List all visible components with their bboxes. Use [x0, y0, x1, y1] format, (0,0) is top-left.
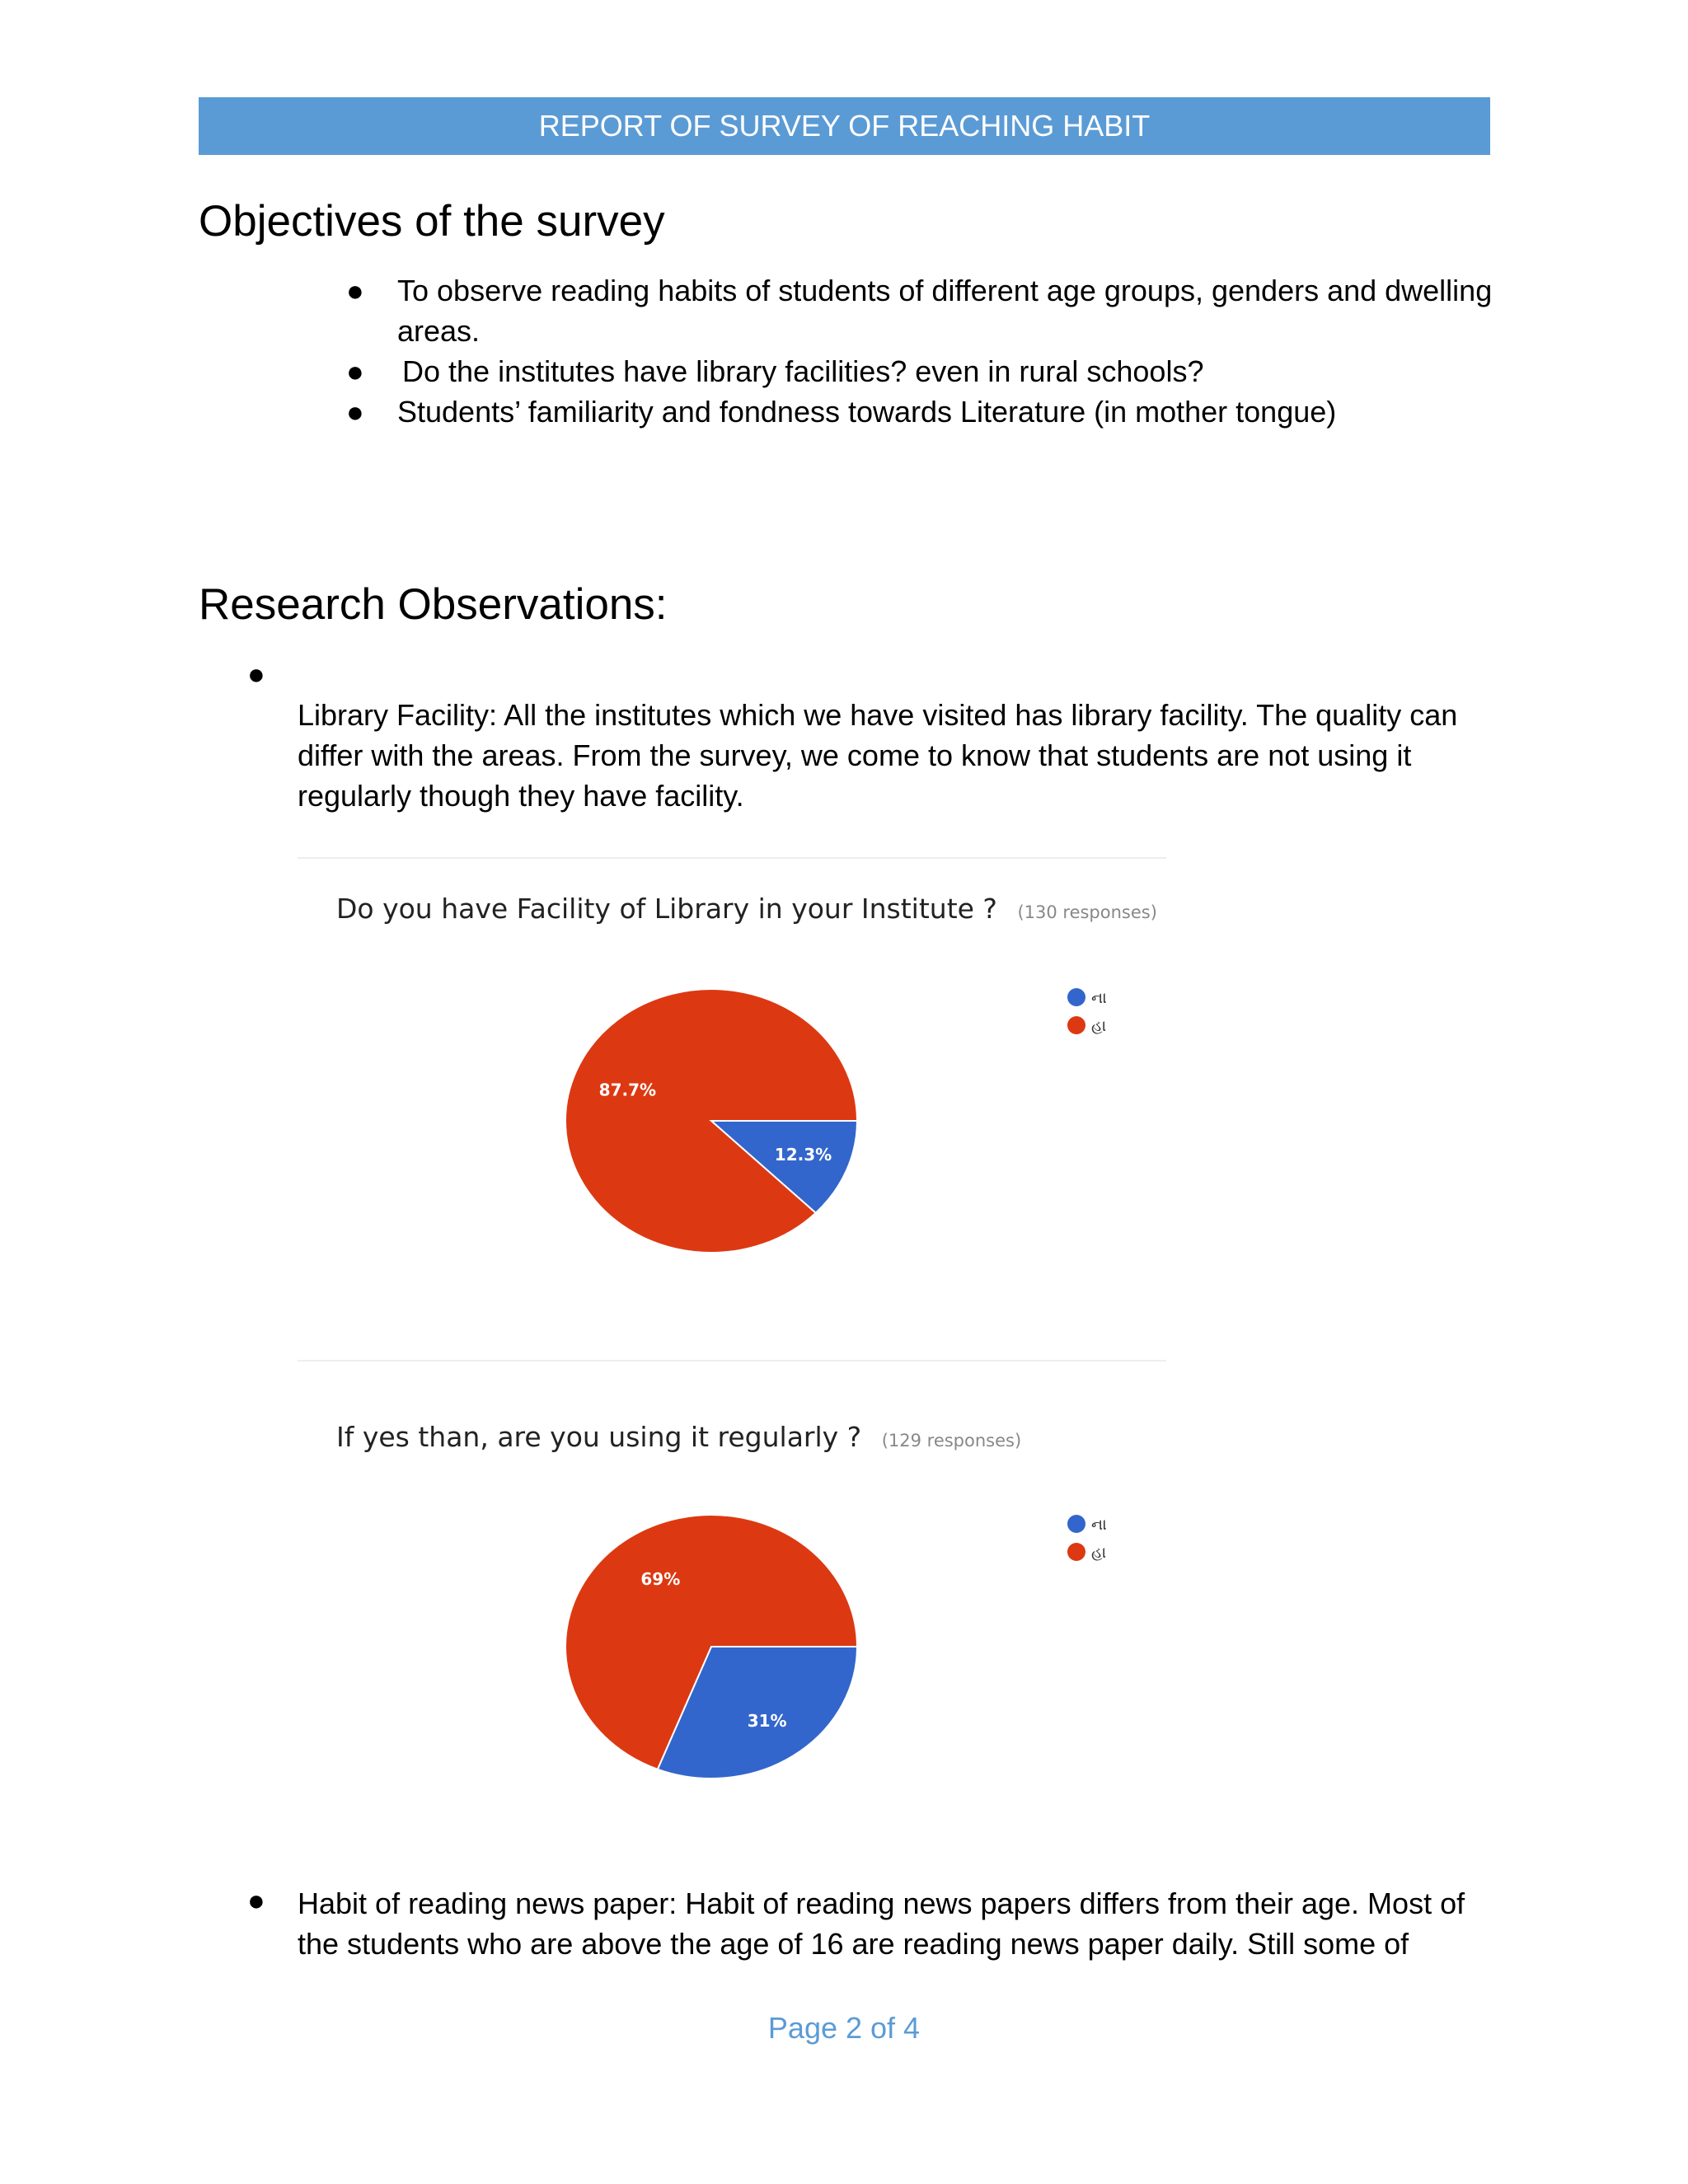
- pie-chart-svg: [298, 857, 1166, 1360]
- pie-slice-label: 87.7%: [598, 1080, 657, 1100]
- chart-title: If yes than, are you using it regularly ?: [336, 1421, 862, 1453]
- library-facility-text: Library Facility: All the institutes which we have visited has library facility. The quality can differ with the areas. From the survey, we come to know that students are not using it regularly though they have facility.: [298, 698, 1458, 813]
- objective-text: To observe reading habits of students of different age groups, genders and dwelling areas.: [397, 274, 1493, 348]
- legend-swatch: [1067, 1515, 1085, 1533]
- objective-item: [346, 270, 1500, 351]
- pie-slice-label: 12.3%: [774, 1145, 832, 1165]
- library-facility-chart: [298, 857, 1166, 1360]
- pie-chart-svg: [298, 1360, 1166, 1821]
- chart-title: Do you have Facility of Library in your Institute ?: [336, 893, 997, 925]
- bullet-icon: ●: [247, 1883, 265, 1917]
- library-usage-chart: [298, 1360, 1166, 1863]
- objectives-list: [346, 270, 1500, 432]
- pie-slice-label: 69%: [640, 1568, 681, 1589]
- legend-swatch: [1067, 1016, 1085, 1034]
- report-header-bar: [199, 97, 1490, 155]
- legend-label: ના: [1091, 1516, 1107, 1534]
- pie-slice-label: 31%: [747, 1710, 787, 1731]
- legend-label: ના: [1091, 989, 1107, 1007]
- legend-swatch: [1067, 988, 1085, 1006]
- objective-item: [346, 391, 1500, 432]
- legend-label: હા: [1091, 1017, 1107, 1035]
- chart-responses: (129 responses): [881, 1431, 1022, 1451]
- legend-label: હા: [1091, 1544, 1107, 1562]
- bullet-icon: ●: [346, 274, 364, 307]
- pie-slice-1: [565, 989, 857, 1253]
- bullet-icon: ●: [247, 657, 265, 691]
- page-number: Page 2 of 4: [767, 2011, 921, 2045]
- svg-text:Do you have Facility of Librar: [336, 893, 1157, 925]
- legend-swatch: [1067, 1543, 1085, 1561]
- report-title: REPORT OF SURVEY OF REACHING HABIT: [538, 109, 1151, 143]
- objective-text: Do the institutes have library facilities? even in rural schools?: [402, 354, 1204, 388]
- svg-text:If yes than, are you using it: [336, 1421, 1021, 1453]
- objective-item: [346, 351, 1500, 391]
- objectives-heading: Objectives of the survey: [199, 197, 665, 246]
- bullet-icon: ●: [346, 354, 364, 388]
- observations-heading: Research Observations:: [199, 580, 668, 629]
- chart-responses: (130 responses): [1017, 902, 1157, 922]
- newspaper-habit-text: Habit of reading news paper: Habit of reading news papers differs from their age. Most of the students who are above the age of 16 are reading news paper daily. Still some of: [298, 1886, 1465, 1961]
- objective-text: Students’ familiarity and fondness towards Literature (in mother tongue): [397, 395, 1337, 429]
- bullet-icon: ●: [346, 395, 364, 429]
